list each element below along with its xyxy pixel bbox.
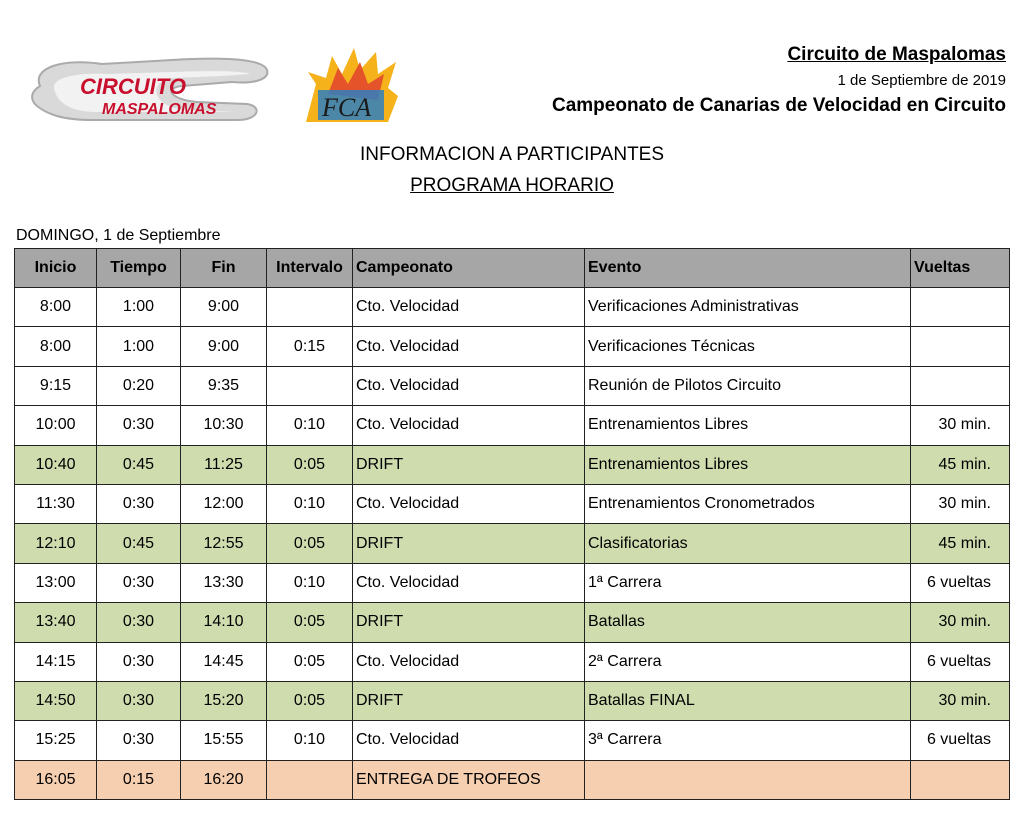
cell-intervalo: 0:15 — [267, 327, 353, 366]
fca-logo-text: FCA — [322, 93, 372, 122]
cell-vueltas — [911, 760, 1010, 799]
cell-vueltas: 6 vueltas — [911, 721, 1010, 760]
cell-evento: Clasificatorias — [585, 524, 911, 563]
cell-vueltas: 45 min. — [911, 524, 1010, 563]
cell-campeonato: Cto. Velocidad — [353, 288, 585, 327]
cell-vueltas: 30 min. — [911, 681, 1010, 720]
cell-tiempo: 0:30 — [97, 681, 181, 720]
cell-campeonato: DRIFT — [353, 524, 585, 563]
cell-tiempo: 0:30 — [97, 406, 181, 445]
col-tiempo: Tiempo — [97, 249, 181, 288]
cell-inicio: 13:40 — [15, 603, 97, 642]
table-row — [15, 721, 1010, 760]
cell-fin: 10:30 — [181, 406, 267, 445]
cell-intervalo: 0:10 — [267, 406, 353, 445]
cell-fin: 11:25 — [181, 445, 267, 484]
cell-fin: 14:45 — [181, 642, 267, 681]
cell-intervalo: 0:10 — [267, 721, 353, 760]
cell-inicio: 12:10 — [15, 524, 97, 563]
table-row — [15, 445, 1010, 484]
cell-inicio: 16:05 — [15, 760, 97, 799]
cell-fin: 14:10 — [181, 603, 267, 642]
cell-vueltas: 6 vueltas — [911, 563, 1010, 602]
cell-evento: Reunión de Pilotos Circuito — [585, 366, 911, 405]
cell-fin: 9:00 — [181, 327, 267, 366]
cell-vueltas — [911, 288, 1010, 327]
cell-campeonato: DRIFT — [353, 681, 585, 720]
cell-inicio: 8:00 — [15, 327, 97, 366]
cell-tiempo: 0:30 — [97, 563, 181, 602]
table-row — [15, 563, 1010, 602]
cell-intervalo: 0:05 — [267, 524, 353, 563]
cell-campeonato: ENTREGA DE TROFEOS — [353, 760, 585, 799]
cell-intervalo — [267, 366, 353, 405]
cell-vueltas — [911, 366, 1010, 405]
event-date: 1 de Septiembre de 2019 — [837, 72, 1006, 89]
table-row — [15, 524, 1010, 563]
cell-tiempo: 1:00 — [97, 327, 181, 366]
cell-evento: Verificaciones Administrativas — [585, 288, 911, 327]
cell-fin: 9:35 — [181, 366, 267, 405]
col-intervalo: Intervalo — [267, 249, 353, 288]
col-evento: Evento — [585, 249, 911, 288]
schedule-table — [14, 248, 1010, 800]
cell-campeonato: Cto. Velocidad — [353, 721, 585, 760]
logo-circuito-text: CIRCUITO — [80, 74, 186, 99]
cell-campeonato: Cto. Velocidad — [353, 563, 585, 602]
cell-intervalo: 0:05 — [267, 445, 353, 484]
cell-intervalo: 0:10 — [267, 563, 353, 602]
cell-vueltas: 30 min. — [911, 603, 1010, 642]
cell-fin: 15:20 — [181, 681, 267, 720]
cell-tiempo: 0:30 — [97, 603, 181, 642]
table-row — [15, 760, 1010, 799]
cell-intervalo: 0:05 — [267, 642, 353, 681]
fca-logo — [298, 44, 402, 126]
cell-inicio: 9:15 — [15, 366, 97, 405]
table-row — [15, 603, 1010, 642]
table-row — [15, 681, 1010, 720]
cell-intervalo: 0:05 — [267, 681, 353, 720]
cell-evento: Entrenamientos Libres — [585, 406, 911, 445]
cell-intervalo — [267, 760, 353, 799]
table-row — [15, 366, 1010, 405]
cell-campeonato: Cto. Velocidad — [353, 406, 585, 445]
cell-fin: 12:55 — [181, 524, 267, 563]
cell-inicio: 8:00 — [15, 288, 97, 327]
cell-inicio: 10:40 — [15, 445, 97, 484]
cell-intervalo — [267, 288, 353, 327]
cell-evento: Entrenamientos Cronometrados — [585, 484, 911, 523]
info-title: INFORMACION A PARTICIPANTES — [359, 144, 665, 165]
cell-evento: Entrenamientos Libres — [585, 445, 911, 484]
cell-evento: 1ª Carrera — [585, 563, 911, 602]
cell-tiempo: 0:45 — [97, 445, 181, 484]
table-header-row — [15, 249, 1010, 288]
cell-evento: 3ª Carrera — [585, 721, 911, 760]
cell-tiempo: 0:30 — [97, 642, 181, 681]
cell-vueltas: 45 min. — [911, 445, 1010, 484]
day-label: DOMINGO, 1 de Septiembre — [16, 227, 221, 244]
cell-evento: Verificaciones Técnicas — [585, 327, 911, 366]
circuit-title: Circuito de Maspalomas — [787, 44, 1006, 65]
table-row — [15, 288, 1010, 327]
cell-tiempo: 0:20 — [97, 366, 181, 405]
cell-campeonato: Cto. Velocidad — [353, 642, 585, 681]
col-inicio: Inicio — [15, 249, 97, 288]
header-right — [552, 44, 1006, 117]
cell-fin: 12:00 — [181, 484, 267, 523]
cell-campeonato: DRIFT — [353, 603, 585, 642]
cell-tiempo: 0:45 — [97, 524, 181, 563]
cell-inicio: 15:25 — [15, 721, 97, 760]
cell-tiempo: 0:30 — [97, 721, 181, 760]
cell-evento — [585, 760, 911, 799]
cell-evento: Batallas — [585, 603, 911, 642]
circuito-maspalomas-logo — [22, 48, 272, 128]
cell-intervalo: 0:05 — [267, 603, 353, 642]
cell-tiempo: 0:30 — [97, 484, 181, 523]
championship-title: Campeonato de Canarias de Velocidad en Circuito — [551, 95, 1006, 116]
cell-evento: Batallas FINAL — [585, 681, 911, 720]
cell-vueltas: 30 min. — [911, 484, 1010, 523]
cell-fin: 9:00 — [181, 288, 267, 327]
cell-fin: 13:30 — [181, 563, 267, 602]
cell-inicio: 13:00 — [15, 563, 97, 602]
col-campeonato: Campeonato — [353, 249, 585, 288]
cell-inicio: 11:30 — [15, 484, 97, 523]
program-title: PROGRAMA HORARIO — [410, 175, 614, 196]
table-row — [15, 406, 1010, 445]
table-row — [15, 327, 1010, 366]
cell-fin: 15:55 — [181, 721, 267, 760]
cell-tiempo: 1:00 — [97, 288, 181, 327]
cell-evento: 2ª Carrera — [585, 642, 911, 681]
schedule-body — [15, 288, 1010, 800]
logo-maspalomas-text: MASPALOMAS — [102, 101, 217, 118]
table-row — [15, 642, 1010, 681]
cell-campeonato: DRIFT — [353, 445, 585, 484]
cell-fin: 16:20 — [181, 760, 267, 799]
cell-inicio: 10:00 — [15, 406, 97, 445]
table-row — [15, 484, 1010, 523]
col-fin: Fin — [181, 249, 267, 288]
cell-vueltas: 30 min. — [911, 406, 1010, 445]
cell-campeonato: Cto. Velocidad — [353, 366, 585, 405]
cell-intervalo: 0:10 — [267, 484, 353, 523]
cell-tiempo: 0:15 — [97, 760, 181, 799]
cell-inicio: 14:15 — [15, 642, 97, 681]
cell-vueltas: 6 vueltas — [911, 642, 1010, 681]
col-vueltas: Vueltas — [911, 249, 1010, 288]
cell-inicio: 14:50 — [15, 681, 97, 720]
cell-vueltas — [911, 327, 1010, 366]
cell-campeonato: Cto. Velocidad — [353, 327, 585, 366]
cell-campeonato: Cto. Velocidad — [353, 484, 585, 523]
